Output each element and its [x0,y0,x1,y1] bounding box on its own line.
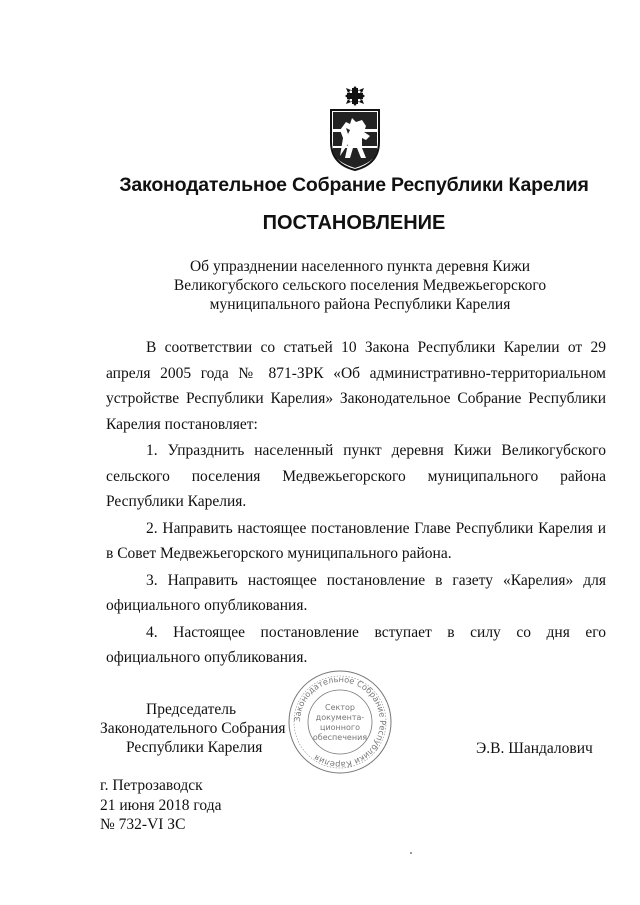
signatory-name: Э.В. Шандалович [476,740,593,757]
assembly-name-heading: Законодательное Собрание Республики Карелия [119,174,589,196]
clause-3-paragraph: 3. Направить настоящее постановление в газету «Карелия» для официального опубликования. [106,571,606,614]
signatory-title-line: Республики Карелия [126,739,263,756]
document-body [106,335,606,671]
clause-1-paragraph: 1. Упразднить населенный пункт деревня Кижи Великогубского сельского поселения Медвежьегорского муниципального района Республики Карелия. [106,442,606,510]
stamp-center-text: обеспечения [312,733,368,742]
subject-line: Об упразднении населенного пункта деревня Кижи [189,258,530,275]
issue-date: 21 июня 2018 года [100,796,222,814]
stamp-ring-text: Законодательное Собрание Республики Карелия [291,673,389,771]
subject-line: муниципального района Республики Карелия [209,296,511,313]
signatory-title-line: Законодательного Собрания [100,720,286,737]
document-footer [100,776,221,835]
document-type-heading: ПОСТАНОВЛЕНИЕ [262,212,446,234]
karelia-coat-of-arms-icon [326,86,384,172]
clause-2-paragraph: 2. Направить настоящее постановление Главе Республики Карелия и в Совет Медвежьегорского муниципального района. [106,519,606,562]
svg-text:Законодательное Собрание Респу [292,674,388,770]
subject-line: Великогубского сельского поселения Медвежьегорского [173,277,547,294]
stamp-center-text: документа- [315,713,365,722]
issue-city: г. Петрозаводск [100,777,203,794]
clause-4-paragraph: 4. Настоящее постановление вступает в силу со дня его официального опубликования. [106,623,606,666]
signatory-title-line: Председатель [146,701,237,718]
document-subject [150,257,570,314]
document-number: № 732-VI ЗС [100,816,186,833]
scan-mark [410,852,412,854]
stamp-center-text: ционного [320,723,360,732]
official-stamp-seal [286,668,394,776]
stamp-center-text: Сектор [325,703,355,712]
preamble-paragraph: В соответствии со статьей 10 Закона Республики Карелии от 29 апреля 2005 года № 871-ЗРК «Об административно-территориальном устройстве Республики Карелия» Законодательное Собрание Республики Карелия постановляет: [106,339,606,433]
